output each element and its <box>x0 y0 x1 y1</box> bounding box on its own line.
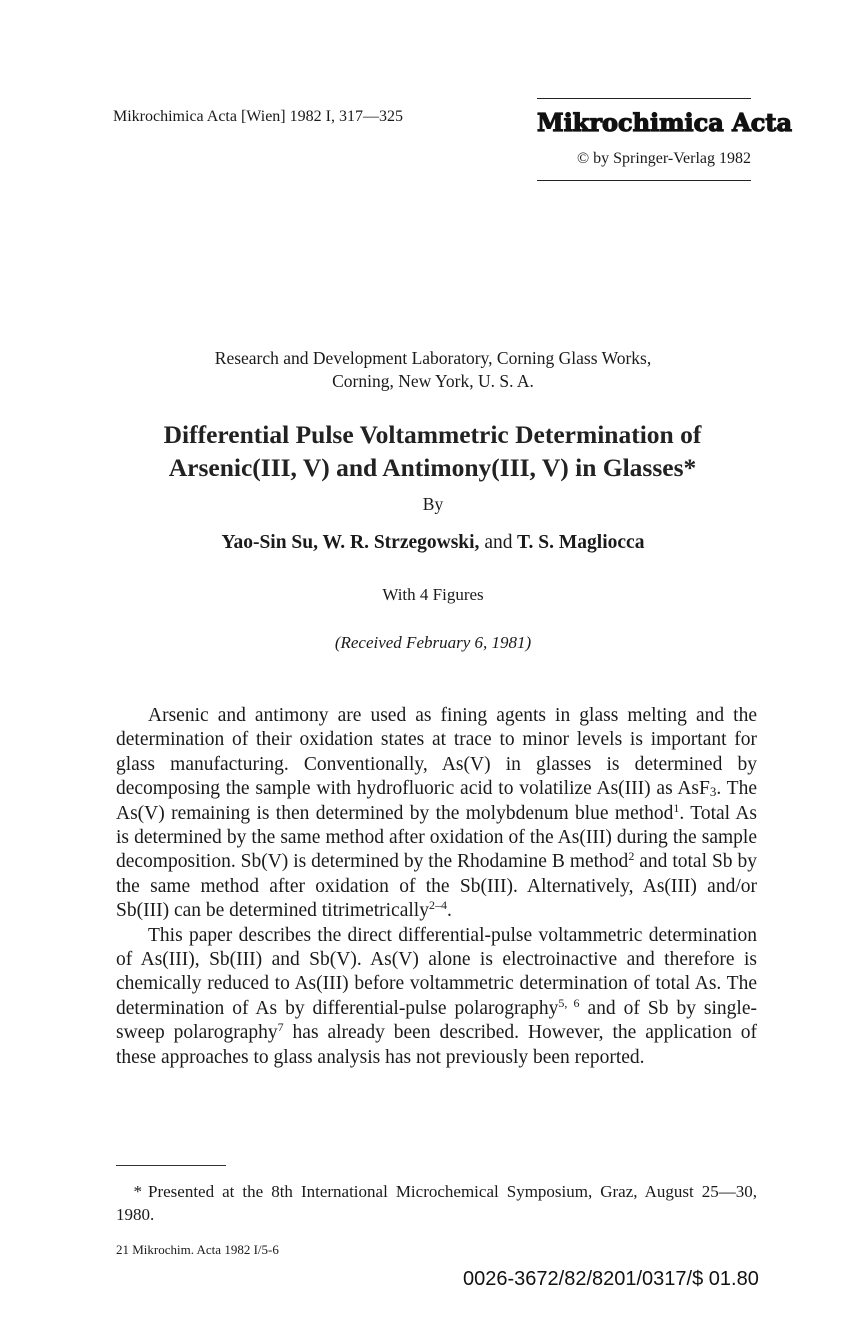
figures-note: With 4 Figures <box>382 585 484 604</box>
p2-text-3: has already been described. However, the application of these approaches to glass analysis has not previously been reported. <box>116 1022 757 1068</box>
author-1: Yao-Sin Su, <box>221 532 318 553</box>
authors <box>113 532 753 554</box>
p1-ref-1: 1 <box>673 800 680 815</box>
logo-bottom-rule <box>537 180 751 181</box>
p1-text-1: Arsenic and antimony are used as fining agents in glass melting and the determination of their oxidation states at trace to minor levels is important for glass manufacturing. Conventionally, As(V) in glasses is determined by decomposing the sample with hydrofluoric acid to volatilize As(III) as AsF <box>116 705 757 800</box>
p1-text-5: . <box>446 900 452 922</box>
author-2: W. R. Strzegowski, <box>322 532 480 553</box>
p1-text-4: and total Sb by the same method after oxidation of the Sb(III). Alternatively, As(III) and/or Sb(III) can be determined titrimetrically <box>116 851 757 922</box>
title-line-2: Arsenic(III, V) and Antimony(III, V) in Glasses* <box>168 453 697 482</box>
authors-conjunction: and <box>484 532 513 553</box>
affiliation-line-1: Research and Development Laboratory, Corning Glass Works, <box>214 348 652 368</box>
p2-ref-2: 7 <box>277 1020 284 1035</box>
article-code: 0026-3672/82/8201/0317/$ 01.80 <box>463 1268 759 1290</box>
p2-text-1: This paper describes the direct differential-pulse voltammetric determination of As(III), Sb(III) and Sb(V). As(V) alone is electroinactive and therefore is chemically reduced to As(III) before voltammetric determination of total As. The determination of As by differential-pulse polarography <box>116 924 757 1019</box>
copyright-notice: © by Springer-Verlag 1982 <box>576 150 751 167</box>
paragraph-1 <box>116 704 757 924</box>
received-date: (Received February 6, 1981) <box>334 633 532 652</box>
logo-top-rule <box>537 98 751 99</box>
body-text <box>116 704 757 1070</box>
p2-text-2: and of Sb by single-sweep polarography <box>116 997 757 1044</box>
byline: By <box>422 494 444 514</box>
journal-logo: Mikrochimica Acta <box>537 108 793 137</box>
p1-subscript: 3 <box>709 784 717 800</box>
p1-text-2: . The As(V) remaining is then determined by the molybdenum blue method <box>116 778 757 824</box>
journal-logo-block <box>537 98 793 184</box>
affiliation-line-2: Corning, New York, U. S. A. <box>332 371 534 391</box>
p1-ref-3: 2–4 <box>428 898 447 913</box>
title-line-1: Differential Pulse Voltammetric Determination of <box>163 420 702 449</box>
footnote-text: Presented at the 8th International Microchemical Symposium, Graz, August 25—30, 1980. <box>116 1182 757 1224</box>
author-3: T. S. Magliocca <box>517 532 645 553</box>
journal-signature-note: 21 Mikrochim. Acta 1982 I/5-6 <box>116 1242 279 1257</box>
paragraph-2 <box>116 924 757 1070</box>
footnote-rule <box>116 1165 226 1166</box>
p2-ref-1: 5, 6 <box>558 995 580 1010</box>
p1-ref-2: 2 <box>628 849 635 864</box>
p1-text-3: . Total As is determined by the same method after oxidation of the As(III) during the sample decomposition. Sb(V) is determined by the Rhodamine B method <box>116 802 757 873</box>
journal-citation: Mikrochimica Acta [Wien] 1982 I, 317—325 <box>113 108 403 125</box>
footnote-mark: * <box>133 1182 142 1201</box>
footnote <box>116 1180 757 1226</box>
